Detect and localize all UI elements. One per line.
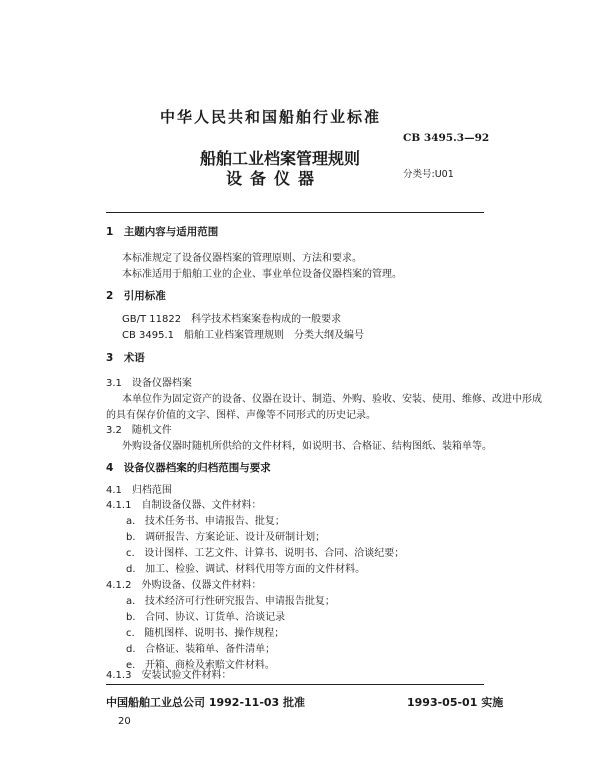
section-1-paragraph-2: 本标准适用于船舶工业的企业、事业单位设备仪器档案的管理。 [122,269,402,280]
list-item-text: 调研报告、方案论证、设计及研制计划； [145,532,326,543]
reference-2: CB 3495.1 船舶工业档案管理规则 分类大纲及编号 [122,330,365,341]
list-item-label: b. [126,532,136,543]
list-item-label: e. [126,660,136,671]
section-3-heading: 3 术语 [106,352,145,364]
section-3-1-paragraph-line-2: 的具有保存价值的文字、图样、声像等不同形式的历史记录。 [106,410,376,421]
document-subtitle: 设备仪器 [226,169,323,188]
list-item-text: 开箱、商检及索赔文件材料。 [144,660,275,671]
section-4-1-heading: 4.1 归档范围 [106,485,172,496]
list-item-text: 合格证、装箱单、备件清单； [145,644,276,655]
document-title: 船舶工业档案管理规则 [200,149,361,168]
section-3-2-heading: 3.2 随机文件 [106,425,172,436]
list-item [126,640,275,655]
list-item-text: 合同、协议、订货单、洽谈记录 [145,612,286,623]
list-item-label: d. [126,564,136,575]
page-number: 20 [118,716,131,727]
list-item [126,608,285,623]
section-3-2-paragraph: 外购设备仪器时随机所供给的文件材料，如说明书、合格证、结构图纸、装箱单等。 [122,441,492,452]
bottom-divider [106,684,484,685]
reference-1: GB/T 11822 科学技术档案案卷构成的一般要求 [122,314,342,325]
list-item-label: a. [126,596,136,607]
list-item-text: 随机图样、说明书、操作规程； [144,628,285,639]
section-3-1-paragraph-line-1: 本单位作为固定资产的设备、仪器在设计、制造、外购、验收、安装、使用、维修、改进中形成 [122,394,542,405]
list-item-label: d. [126,644,136,655]
list-item-label: c. [126,548,135,559]
standard-header-title: 中华人民共和国船舶行业标准 [160,108,382,126]
list-item [126,592,335,607]
list-item [126,544,404,559]
list-item-text: 设计图样、工艺文件、计算书、说明书、合同、洽谈纪要； [144,548,405,559]
list-item [126,624,284,639]
list-item [126,528,325,543]
effective-date: 1993-05-01 实施 [407,696,504,709]
list-item-label: c. [126,628,135,639]
list-item [126,512,285,527]
standard-code: CB 3495.3—92 [403,132,490,144]
list-item-label: b. [126,612,136,623]
list-item-text: 技术经济可行性研究报告、申请报告批复； [144,596,335,607]
classification-number: 分类号:U01 [403,169,454,180]
section-1-paragraph-1: 本标准规定了设备仪器档案的管理原则、方法和要求。 [122,253,362,264]
list-item-text: 加工、检验、调试、材料代用等方面的文件材料。 [145,564,366,575]
section-1-heading: 1 主题内容与适用范围 [106,226,219,238]
section-4-heading: 4 设备仪器档案的归档范围与要求 [106,462,271,474]
list-item [126,560,365,575]
approval-line: 中国船舶工业总公司 1992-11-03 批准 [106,696,306,709]
top-divider [106,212,484,213]
list-item-text: 技术任务书、申请报告、批复； [144,516,285,527]
section-4-1-2-heading: 4.1.2 外购设备、仪器文件材料： [106,580,262,591]
list-item-label: a. [126,516,136,527]
section-4-1-1-heading: 4.1.1 自制设备仪器、文件材料： [106,500,262,511]
section-2-heading: 2 引用标准 [106,290,166,302]
section-4-1-3-heading: 4.1.3 安装试验文件材料： [106,670,232,681]
section-3-1-heading: 3.1 设备仪器档案 [106,378,192,389]
